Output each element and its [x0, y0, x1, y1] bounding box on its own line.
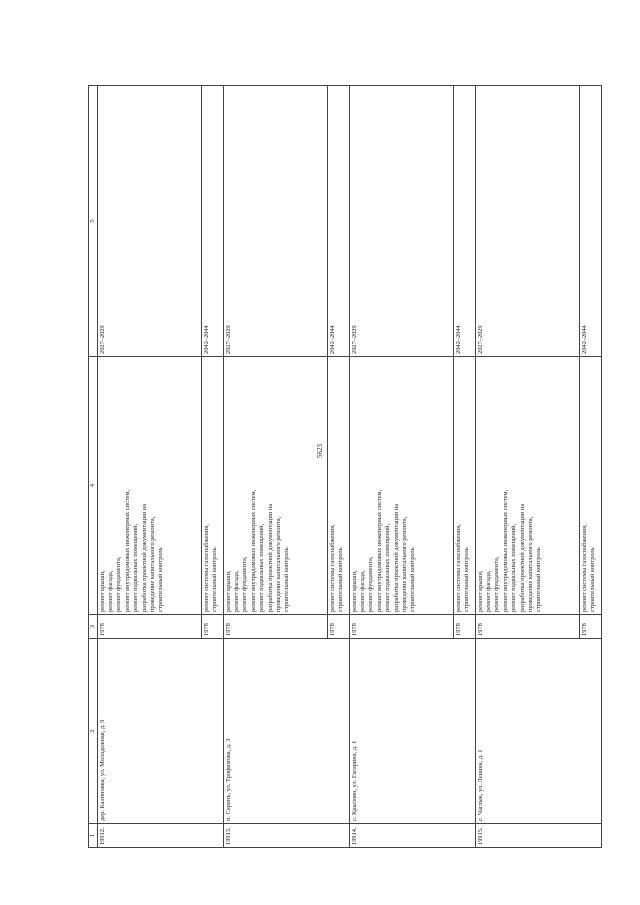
repair-schedule-table: [88, 85, 602, 848]
row-period: 2027–2029: [476, 86, 580, 357]
work-line: ремонт внутридомовых инженерных систем,: [501, 489, 509, 612]
row-works: [98, 357, 202, 615]
work-line: строительный контроль: [336, 547, 344, 612]
work-line: проведение капитального ремонта,: [148, 516, 156, 612]
row-works: [202, 357, 224, 615]
row-period: 2027–2029: [98, 86, 202, 357]
work-line: ремонт подвальных помещений,: [384, 523, 392, 612]
work-line: разработка проектной документации на: [518, 503, 526, 612]
work-line: ремонт внутридомовых инженерных систем,: [249, 489, 257, 612]
work-line: строительный контроль: [535, 547, 543, 612]
row-number: 19913.: [224, 824, 350, 848]
work-line: проведение капитального ремонта,: [400, 516, 408, 612]
row-works: [350, 357, 454, 615]
table-header-row: [89, 86, 98, 848]
work-line: ремонт фундамента,: [367, 556, 375, 612]
row-number: 19914.: [350, 824, 476, 848]
rotated-table-wrapper: [88, 86, 598, 848]
work-line: ремонт фасада,: [106, 570, 114, 612]
work-line: разработка проектной документации на: [266, 503, 274, 612]
work-line: ремонт фундамента,: [241, 556, 249, 612]
row-year: 1978: [98, 615, 202, 639]
header-col-3: 3: [89, 615, 98, 639]
row-period: 2027–2029: [350, 86, 454, 357]
row-year: 1978: [476, 615, 580, 639]
row-period: 2027–2029: [224, 86, 328, 357]
header-col-1: 1: [89, 824, 98, 848]
row-address: с. Крылово, ул. Гагарина, д. 1: [350, 639, 476, 824]
table-row: [224, 86, 328, 848]
table-row: [98, 86, 202, 848]
row-period: 2042–2044: [328, 86, 350, 357]
row-number: 19912.: [98, 824, 224, 848]
work-line: ремонт фундамента,: [493, 556, 501, 612]
work-line: ремонт подвальных помещений,: [510, 523, 518, 612]
work-line: ремонт крыши,: [350, 570, 358, 612]
row-address: п. Саранъ, ул. Трофимова, д. 3: [224, 639, 350, 824]
work-line: строительный контроль: [157, 547, 165, 612]
page-number: 5623: [316, 444, 324, 458]
work-line: ремонт крыши,: [476, 570, 484, 612]
row-year: 1978: [580, 615, 602, 639]
header-col-5: 5: [89, 86, 98, 357]
work-line: ремонт внутридомовых инженерных систем,: [375, 489, 383, 612]
row-address: с. Чаглык, ул. Ленина, д. 1: [476, 639, 602, 824]
work-line: ремонт крыши,: [98, 570, 106, 612]
header-col-2: 2: [89, 639, 98, 824]
row-works: [328, 357, 350, 615]
work-line: ремонт фундамента,: [115, 556, 123, 612]
row-year: 1978: [350, 615, 454, 639]
work-line: ремонт подвальных помещений,: [132, 523, 140, 612]
table-row: [476, 86, 580, 848]
row-period: 2042–2044: [454, 86, 476, 357]
row-number: 19915.: [476, 824, 602, 848]
work-line: строительный контроль: [462, 547, 470, 612]
row-works: [454, 357, 476, 615]
work-line: ремонт внутридомовых инженерных систем,: [123, 489, 131, 612]
row-address: дер. Калиновка, ул. Молодежная, д. 9: [98, 639, 224, 824]
work-line: ремонт крыши,: [224, 570, 232, 612]
work-line: ремонт системы газоснабжения,: [454, 524, 462, 612]
work-line: ремонт фасада,: [484, 570, 492, 612]
work-line: строительный контроль: [210, 547, 218, 612]
work-line: строительный контроль: [283, 547, 291, 612]
work-line: разработка проектной документации на: [140, 503, 148, 612]
row-year: 1978: [224, 615, 328, 639]
work-line: ремонт фасада,: [232, 570, 240, 612]
work-line: ремонт системы газоснабжения,: [328, 524, 336, 612]
work-line: ремонт системы газоснабжения,: [580, 524, 588, 612]
row-works: [224, 357, 328, 615]
work-line: разработка проектной документации на: [392, 503, 400, 612]
row-period: 2042–2044: [202, 86, 224, 357]
header-col-4: 4: [89, 357, 98, 615]
work-line: строительный контроль: [588, 547, 596, 612]
row-period: 2042–2044: [580, 86, 602, 357]
table-row: [350, 86, 454, 848]
row-year: 1978: [202, 615, 224, 639]
row-works: [476, 357, 580, 615]
work-line: ремонт системы газоснабжения,: [202, 524, 210, 612]
work-line: ремонт подвальных помещений,: [258, 523, 266, 612]
work-line: строительный контроль: [409, 547, 417, 612]
row-year: 1978: [328, 615, 350, 639]
work-line: проведение капитального ремонта,: [526, 516, 534, 612]
row-year: 1978: [454, 615, 476, 639]
work-line: проведение капитального ремонта,: [274, 516, 282, 612]
work-line: ремонт фасада,: [358, 570, 366, 612]
row-works: [580, 357, 602, 615]
